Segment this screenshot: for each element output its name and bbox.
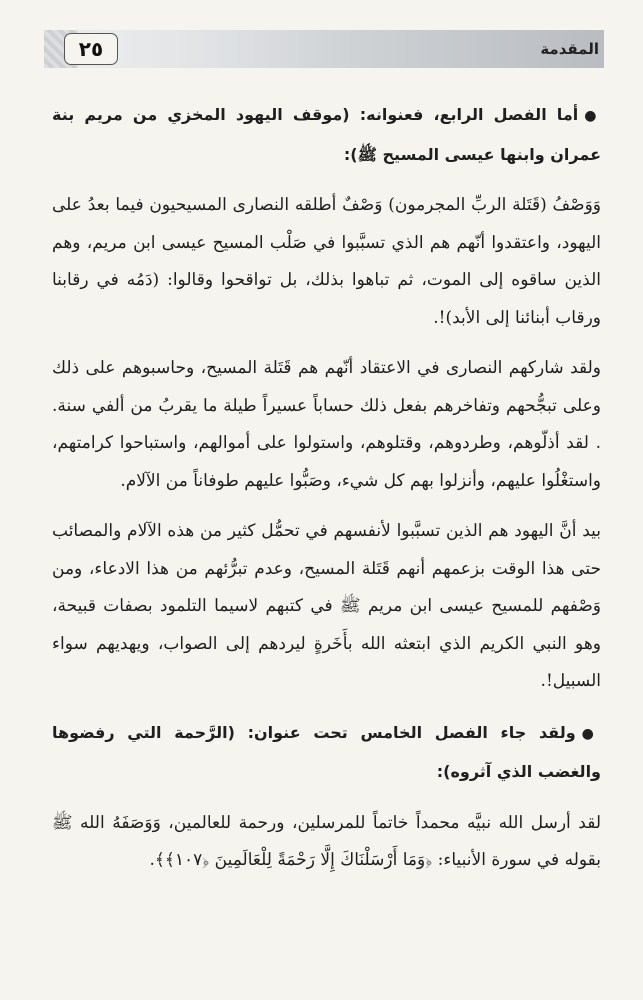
- body-text: [52, 96, 601, 893]
- section-title: المقدمة: [540, 40, 599, 58]
- paragraph-1-text: أما الفصل الرابع، فعنوانه: (موقف اليهود المخزي من مريم بنة عمران وابنها عيسى المسيح ﷺ):: [52, 105, 601, 164]
- paragraph-3: ولقد شاركهم النصارى في الاعتقاد أنّهم هم قَتَلة المسيح، وحاسبوهم على ذلك وعلى تبجُّحهم وتفاخرهم بفعل ذلك حساباً عسيراً طيلة ما يقربُ من ألفي سنة. . لقد أذلّوهم، وطردوهم، وقتلوهم، واستولوا على أموالهم، واستباحوا كرامتهم، واستغْلُوا عليهم، وأنزلوا بهم كل شيء، وصَبُّوا عليهم طوفاناً من الآلام.: [52, 358, 601, 491]
- paragraph-2: وَوَصْفُ (قَتَلة الربِّ المجرمون) وَصْفٌ أطلقه النصارى المسيحيون فيما بعدُ على اليهود، واعتقدوا أنّهم هم الذي تسبَّبوا في صَلْب المسيح عيسى ابن مريم، وهم الذين ساقوه إلى الموت، ثم تباهوا بذلك، بل تواقحوا وقالوا: (دَمُه في رقابنا ورقاب أبنائنا إلى الأبد)!.: [52, 195, 601, 328]
- header-band: [44, 30, 604, 68]
- paragraph-1: [52, 96, 601, 174]
- paragraph-6: لقد أرسل الله نبيَّه محمداً خاتماً للمرسلين، ورحمة للعالمين، وَوَصَفَهُ الله ﷺ بقوله في سورة الأنبياء: ﴿وَمَا أَرْسَلْنَاكَ إِلَّا رَحْمَةً لِلْعَالَمِينَ ﴿١٠٧﴾﴾.: [52, 812, 601, 870]
- bullet-icon: ●: [581, 725, 602, 742]
- bullet-icon: ●: [584, 108, 601, 124]
- paragraph-5-text: ولقد جاء الفصل الخامس تحت عنوان: (الرَّحمة التي رفضوها والغضب الذي آثروه):: [52, 722, 601, 781]
- paragraph-4: بيد أنَّ اليهود هم الذين تسبَّبوا لأنفسهم في تحمُّل كثير من هذه الآلام والمصائب حتى هذا الوقت بزعمهم أنهم قَتَلة المسيح، وعدم تبرُّئهم من هذا الادعاء، ومن وَصْفهم للمسيح عيسى ابن مريم ﷺ في كتبهم لاسيما التلمود بصفات قبيحة، وهو النبي الكريم الذي ابتعثه الله بأَخَرةٍ ليردهم إلى الصواب، ويهديهم سواء السبيل!.: [52, 521, 601, 691]
- page-number: ٢٥: [64, 33, 118, 65]
- paragraph-5: [52, 714, 601, 792]
